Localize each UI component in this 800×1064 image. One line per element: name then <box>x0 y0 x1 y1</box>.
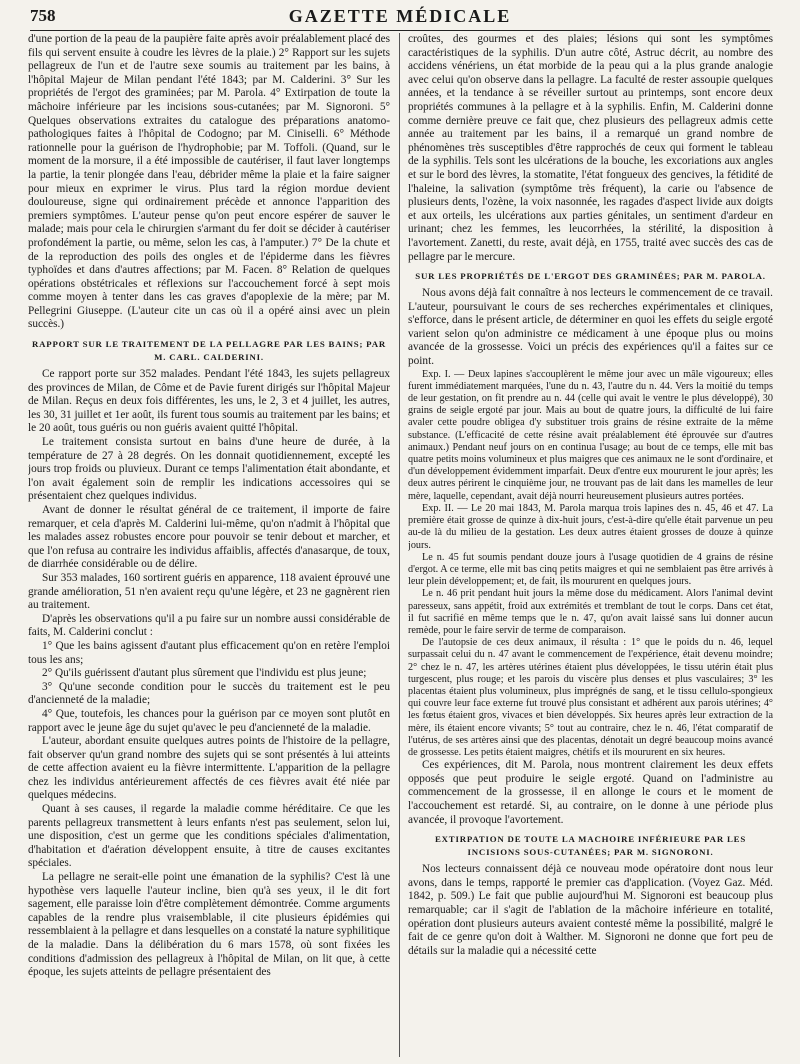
paragraph: D'après les observations qu'il a pu faire sur un nombre aussi considérable de faits, M. Calderini conclut : <box>28 612 390 639</box>
paragraph: Sur 353 malades, 160 sortirent guéris en apparence, 118 avaient éprouvé une grande amélioration, 51 n'en avaient reçu qu'une légère, et 23 ne gagnèrent rien au traitement. <box>28 571 390 612</box>
paragraph: 3° Qu'une seconde condition pour le succès du traitement est le peu d'ancienneté de la maladie; <box>28 680 390 707</box>
section-heading: RAPPORT SUR LE TRAITEMENT DE LA PELLAGRE PAR LES BAINS; PAR M. CARL. CALDERINI. <box>31 339 387 363</box>
paragraph: De l'autopsie de ces deux animaux, il résulta : 1° que le poids du n. 46, lequel surpassait celui du n. 47 avant le commencement de l'expérience, était devenu moindre; 2° chez le n. 47, les artères utérines étaient plus développées, le tissu utérin était plus turgescent, plus rouge; et les parois du viscère plus denses et plus vasculaires; 3° les placentas étaient plus volumineux, plus imprégnés de sang, et le tissu cellulo-spongieux qui couvre leur face externe fut trouvé plus consistant et adhérent aux parois utérines; 4° les fœtus étaient gros, vivaces et bien développés. Six heures après leur extraction de la mère, ils étaient encore vivants; 5° tout au contraire, chez le n. 46, l'état comparatif de l'utérus, de ses artères ainsi que des placentas, dénotait un degré beaucoup moins avancé de grossesse. Les petits étaient maigres, chétifs et ils moururent en six heures. <box>408 637 773 758</box>
paragraph: Quant à ses causes, il regarde la maladie comme héréditaire. Ce que les parents pellagreux transmettent à leurs enfants n'est pas seulement, selon lui, une disposition, c'est un germe que les conditions spéciales d'alimentation, d'habitation et d'aération développent ensuite, à titre de causes excitantes spéciales. <box>28 803 390 870</box>
paragraph: Ces expériences, dit M. Parola, nous montrent clairement les deux effets opposés que peut produire le seigle ergoté. Quand on l'administre au commencement de la grossesse, il en allonge le cours et le moment de l'accouchement est retardé. Si, au contraire, on le donne à une période plus avancée, il provoque l'avortement. <box>408 759 773 826</box>
paragraph: Ce rapport porte sur 352 malades. Pendant l'été 1843, les sujets pellagreux des provinces de Milan, de Côme et de Pavie furent dirigés sur l'hôpital Majeur de Milan. Reçus en deux fois différentes, les uns, le 2, 3 et 4 juillet, les autres, les 30, 31 juillet et 1er août, ils furent tous soumis au traitement par les bains; et le 20 août, tous guéris ou non guéris avaient quitté l'hôpital. <box>28 368 390 435</box>
paragraph: 1° Que les bains agissent d'autant plus efficacement qu'on en retère l'emploi tous les ans; <box>28 639 390 666</box>
page-number: 758 <box>30 6 56 25</box>
paragraph: Le n. 46 prit pendant huit jours la même dose du médicament. Alors l'animal devint paresseux, sans appétit, froid aux extrémités et tremblant de tout le corps. Dans cet état, il fut sacrifié en même temps que le n. 47, qu'on avait laissé sans lui donner aucun remède, pour le faire servir de terme de comparaison. <box>408 588 773 636</box>
paragraph: Nous avons déjà fait connaître à nos lecteurs le commencement de ce travail. L'auteur, poursuivant le cours de ses recherches expérimentales et cliniques, s'efforce, dans le présent article, de déterminer en quoi les effets du seigle ergoté varient selon qu'on administre ce médicament à une époque plus ou moins avancée de la grossesse. Voici un précis des expériences qu'il a faites sur ce point. <box>408 287 773 368</box>
paragraph: 2° Qu'ils guérissent d'autant plus sûrement que l'individu est plus jeune; <box>42 667 367 680</box>
paragraph: Avant de donner le résultat général de ce traitement, il importe de faire remarquer, et cela d'après M. Calderini lui-même, qu'on n'admit à l'hôpital que les malades assez robustes encore pour pouvoir se tenir debout et marcher, et que l'on refusa au contraire les individus affaiblis, affectés d'anasarque, de toux, de diarrhée considérable ou de délire. <box>28 504 390 571</box>
paragraph: Le n. 45 fut soumis pendant douze jours à l'usage quotidien de 4 grains de résine d'ergot. A ce terme, elle mit bas cinq petits maigres et qui ne semblaient pas être arrivés à leur plein développement; et, de fait, ils moururent en quelques jours. <box>408 551 773 588</box>
right-column <box>408 33 773 1058</box>
paragraph: Le traitement consista surtout en bains d'une heure de durée, à la température de 27 à 28 degrés. On les donnait quotidiennement, excepté les jours trop froids ou pluvieux. Durant ce temps l'alimentation était abondante, et l'on avait également soin de remplir les indications accessoires qui se présentaient chez quelques individus. <box>28 436 390 503</box>
paragraph: croûtes, des gourmes et des plaies; lésions qui sont les symptômes caractéristiques de la syphilis. D'un autre côté, Astruc décrit, au nombre des accidens vénériens, un état morbide de la peau qui a la plus grande analogie avec celui qu'on observe dans la pellagre. La faculté de rester assoupie quelques années, et la tendance à se réveiller surtout au printemps, sont encore deux propriétés communes à la pellagre et à la syphilis. Enfin, M. Calderini donne comme dernière preuve ce fait que, chez plusieurs des pellagreux admis cette année au traitement par les bains, il a remarqué un grand nombre de phénomènes très susceptibles d'être rapprochés de ceux qui forment le tableau de la syphilis. Tels sont les ulcérations de la bouche, les excoriations aux angles et sur le bord des lèvres, la stomatite, l'état fongueux des gencives, la fétidité de l'haleine, la salivation (symptôme très fréquent), la carie ou l'absence de plusieurs dents, l'ozène, la voix nasonnée, les ragades d'aspect livide aux doigts et aux orteils, les ulcérations aux parties génitales, un sentiment d'ardeur en urinant; chez les femmes, les leucorrhées, la stérilité, la disposition à l'avortement. Zanetti, du reste, avait déjà, en 1755, traité avec succès des cas de pellagre par le mercure. <box>408 33 773 263</box>
section-heading: EXTIRPATION DE TOUTE LA MACHOIRE INFÉRIEURE PAR LES INCISIONS SOUS-CUTANÉES; PAR M. SIGNORONI. <box>434 834 747 858</box>
section-heading: SUR LES PROPRIÉTÉS DE L'ERGOT DES GRAMINÉES; PAR M. PAROLA. <box>415 271 766 282</box>
journal-title: GAZETTE MÉDICALE <box>288 6 512 26</box>
paragraph: L'auteur, abordant ensuite quelques autres points de l'histoire de la pellagre, fait observer qu'un grand nombre des sujets qui se sont présentés à lui atteints de cette affection avaient eu la fièvre intermittente. L'apparition de la pellagre chez les individus antérieurement affectés de ces fièvres avait été niée par quelques médecins. <box>28 735 390 802</box>
paragraph: Exp. I. — Deux lapines s'accouplèrent le même jour avec un mâle vigoureux; elles furent immédiatement marquées, l'une du n. 43, l'autre du n. 44. Vers la moitié du temps de leur gestation, on fit prendre au n. 44 (celle qui avait le ventre le plus développé), 30 grains de seigle ergoté par jour. Mais au bout de quatre jours, la difficulté de lui faire avaler cette poudre obligea d'y substituer trois grains de résine extraite de la même substance. (L'efficacité de cette résine avait préalablement été éprouvée sur d'autres animaux.) Pendant neuf jours on en continua l'usage; au bout de ce temps, elle mit bas quatre petits moins volumineux et plus maigres que ces animaux ne le sont d'ordinaire, et d'un développement évidemment imparfait. Deux d'entre eux moururent le jour après; les deux autres périrent le cinquième jour, ne trouvant pas de lait dans les mamelles de leur mère, laquelle, cependant, avait déjà nourri heureusement plusieurs autres portées. <box>408 368 773 502</box>
left-column <box>28 33 390 1058</box>
paragraph: Nos lecteurs connaissent déjà ce nouveau mode opératoire dont nous leur avons, dans le temps, rapporté le premier cas d'application. (Voyez Gaz. Méd. 1842, p. 509.) Le fait que publie aujourd'hui M. Signoroni est beaucoup plus remarquable; car il s'agit de l'ablation de la mâchoire inférieure en totalité, opération dont plusieurs auteurs avaient contesté même la possibilité, malgré le fait de ce genre qu'on doit à Walther. M. Signoroni ne donne que fort peu de détails sur la maladie qui a nécessité cette <box>408 863 773 957</box>
page-header <box>30 6 770 31</box>
paragraph: Exp. II. — Le 20 mai 1843, M. Parola marqua trois lapines des n. 45, 46 et 47. La première était grosse de quinze à dix-huit jours, c'est-à-dire qu'elle était parvenue un peu au-de là du milieu de la gestation. Les deux autres étaient grosses de douze à quinze jours. <box>408 502 773 551</box>
paragraph: d'une portion de la peau de la paupière faite après avoir préalablement placé des fils qui servent ensuite à coudre les lèvres de la plaie.) 2° Rapport sur les sujets pellagreux de l'un et de l'autre sexe soumis au traitement par les bains, à l'hôpital Majeur de Milan pendant l'été 1843; par M. Calderini. 3° Sur les propriétés de l'ergot des graminées; par M. Parola. 4° Extirpation de toute la mâchoire inférieure par les incisions sous-cutanées; par M. Signoroni. 5° Quelques observations extraites du catalogue des préparations anatomo-pathologiques faites à l'hôpital de Codogno; par M. Ciniselli. 6° Méthode rationnelle pour la guérison de l'hydrophobie; par M. Toffoli. (Quand, sur le moment de la morsure, il a été impossible de cautériser, il faut laver longtemps la partie, la tenir plongée dans l'eau, débrider même la plaie et la faire saigner pour mieux en exprimer le virus. Plus tard la région mordue devient douloureuse, signe qui ordinairement précède et annonce l'apparition des premiers symptômes. L'auteur pense qu'on peut encore espérer de sauver le malade; mais pour cela le chirurgien s'armant du fer doit se décider à cautériser profondément la partie, ou même, selon les cas, à l'amputer.) 7° De la chute et de la reproduction des poils des ongles et de l'épiderme dans les fièvres typhoïdes et dans d'autres affections; par M. Facen. 8° Relation de quelques opérations obstétricales et réflexions sur l'accouchement forcé à sept mois comme moyen à tenter dans les cas graves d'apoplexie de la mère; par M. Pellegrini Giuseppe. (L'auteur cite un cas où il a opéré ainsi avec un plein succès.) <box>28 33 390 331</box>
paragraph: 4° Que, toutefois, les chances pour la guérison par ce moyen sont plutôt en rapport avec le jeune âge du sujet qu'avec le peu d'ancienneté de la maladie. <box>28 707 390 734</box>
paragraph: La pellagre ne serait-elle point une émanation de la syphilis? C'est là une hypothèse vers laquelle l'auteur incline, bien qu'à ses yeux, il le dit fort sagement, elle paraisse loin d'être complètement démontrée. Comme arguments capables de la rendre plus vraisemblable, il cite plusieurs épidémies qui ressemblaient à la pellagre et dans lesquelles on a constaté la nature syphilitique de la maladie. Dans la délibération du 6 mars 1578, où sont fixées les conditions d'admission des pellagreux à l'hôpital de Milan, on lit que, à cette époque, les sujets atteints de pellagre présentaient des <box>28 871 390 979</box>
column-divider <box>399 33 400 1057</box>
